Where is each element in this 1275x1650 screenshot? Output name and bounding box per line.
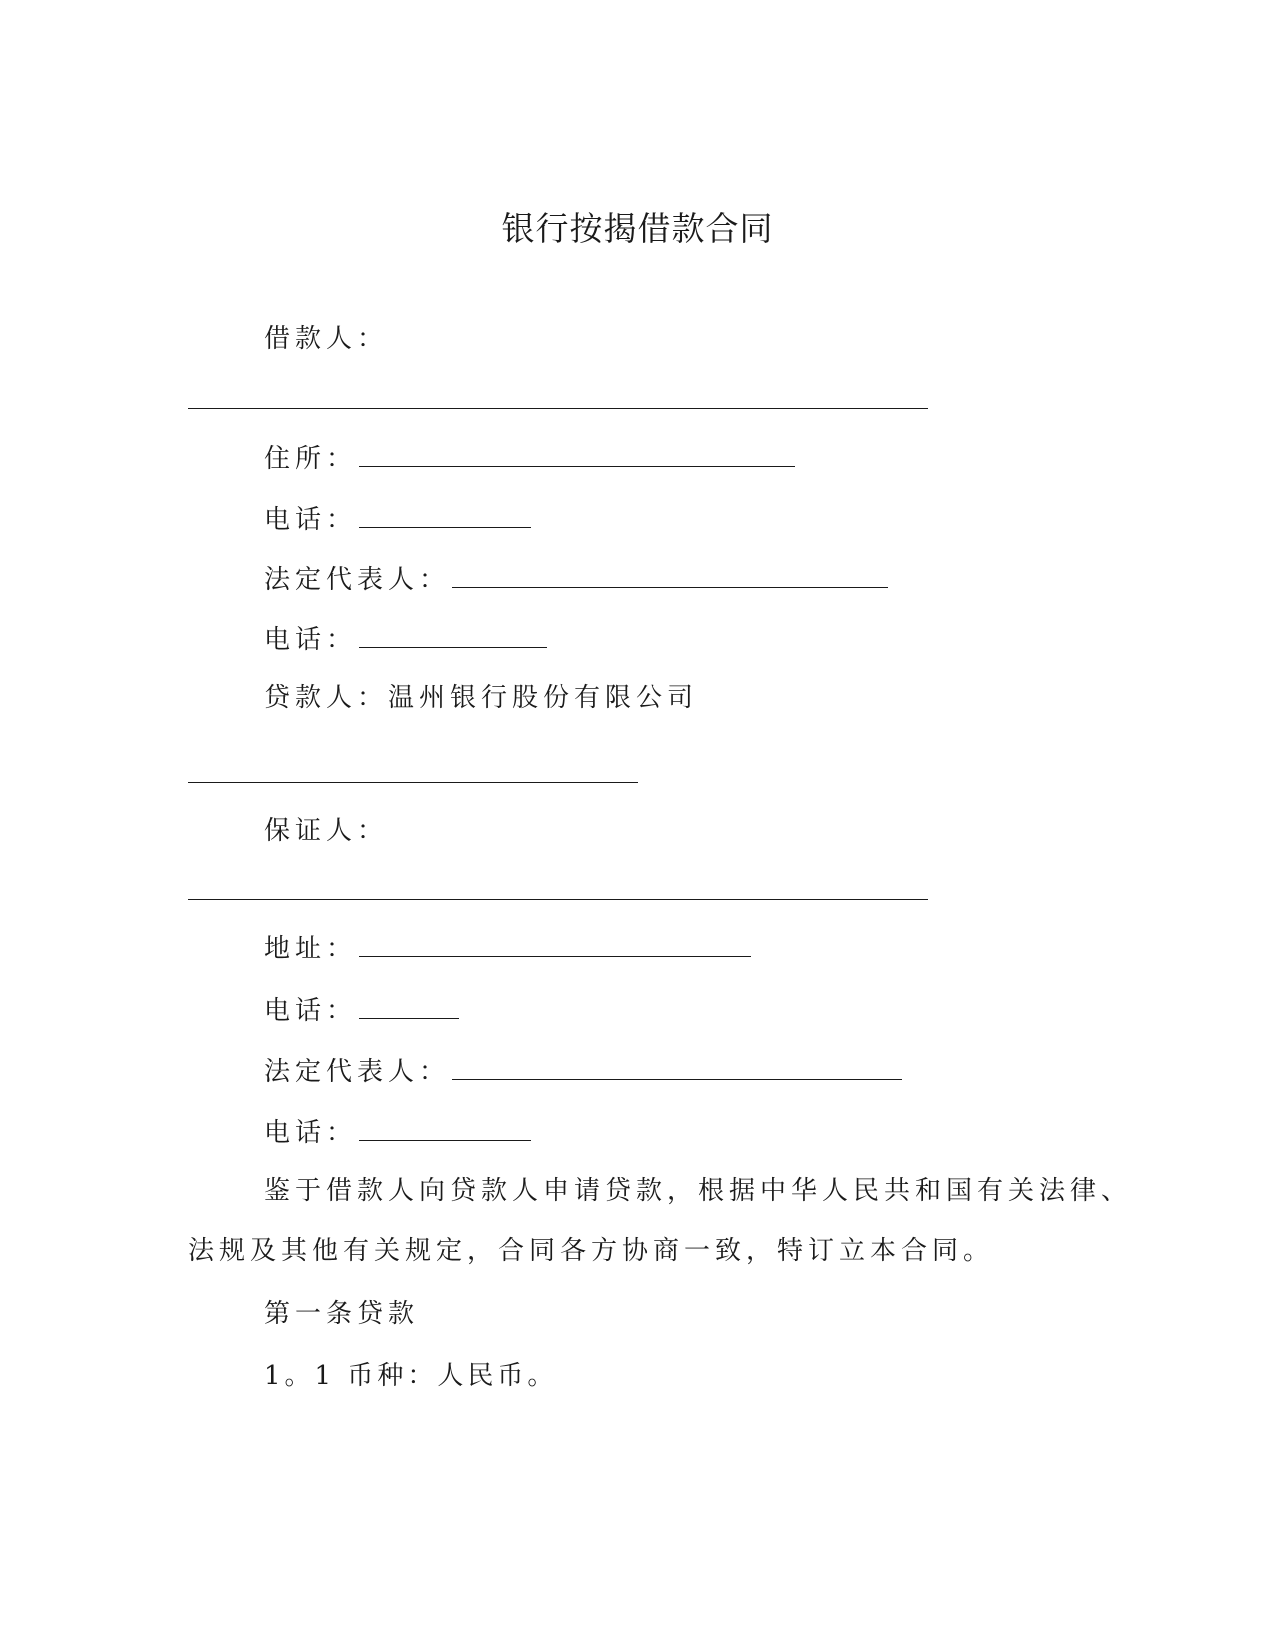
borrower-rep-phone-blank[interactable] bbox=[359, 621, 547, 648]
borrower-address-label: 住所： bbox=[264, 444, 358, 474]
borrower-phone-row bbox=[264, 501, 531, 537]
guarantor-address-blank[interactable] bbox=[359, 930, 751, 957]
lender-label: 贷款人：温州银行股份有限公司 bbox=[264, 683, 699, 713]
guarantor-name-blank[interactable] bbox=[188, 899, 928, 900]
guarantor-rep-row bbox=[264, 1053, 902, 1089]
clause-1-1: 1。1 币种：人民币。 bbox=[264, 1361, 558, 1391]
guarantor-phone-blank[interactable] bbox=[359, 992, 459, 1019]
guarantor-rep-phone-label: 电话： bbox=[264, 1118, 358, 1148]
borrower-rep-row bbox=[264, 561, 888, 597]
guarantor-address-label: 地址： bbox=[264, 934, 358, 964]
guarantor-rep-phone-blank[interactable] bbox=[359, 1114, 531, 1141]
borrower-rep-blank[interactable] bbox=[452, 561, 888, 588]
borrower-phone-blank[interactable] bbox=[359, 501, 531, 528]
borrower-label: 借款人： bbox=[264, 324, 389, 354]
guarantor-rep-label: 法定代表人： bbox=[264, 1057, 451, 1087]
guarantor-label: 保证人： bbox=[264, 816, 389, 846]
borrower-address-blank[interactable] bbox=[359, 440, 795, 467]
borrower-phone-label: 电话： bbox=[264, 505, 358, 535]
borrower-rep-phone-row bbox=[264, 621, 547, 657]
guarantor-rep-phone-row bbox=[264, 1114, 531, 1150]
borrower-rep-phone-label: 电话： bbox=[264, 625, 358, 655]
borrower-rep-label: 法定代表人： bbox=[264, 565, 451, 595]
document-title: 银行按揭借款合同 bbox=[501, 209, 774, 248]
lender-blank[interactable] bbox=[188, 782, 638, 783]
preamble-line-1: 鉴于借款人向贷款人申请贷款，根据中华人民共和国有关法律、 bbox=[264, 1176, 1133, 1206]
guarantor-phone-row bbox=[264, 992, 459, 1028]
guarantor-rep-blank[interactable] bbox=[452, 1053, 902, 1080]
guarantor-address-row bbox=[264, 930, 751, 966]
borrower-name-blank[interactable] bbox=[188, 408, 928, 409]
article-1-title: 第一条贷款 bbox=[264, 1299, 420, 1329]
borrower-address-row bbox=[264, 440, 795, 476]
guarantor-phone-label: 电话： bbox=[264, 996, 358, 1026]
preamble-line-2: 法规及其他有关规定，合同各方协商一致，特订立本合同。 bbox=[188, 1236, 995, 1266]
